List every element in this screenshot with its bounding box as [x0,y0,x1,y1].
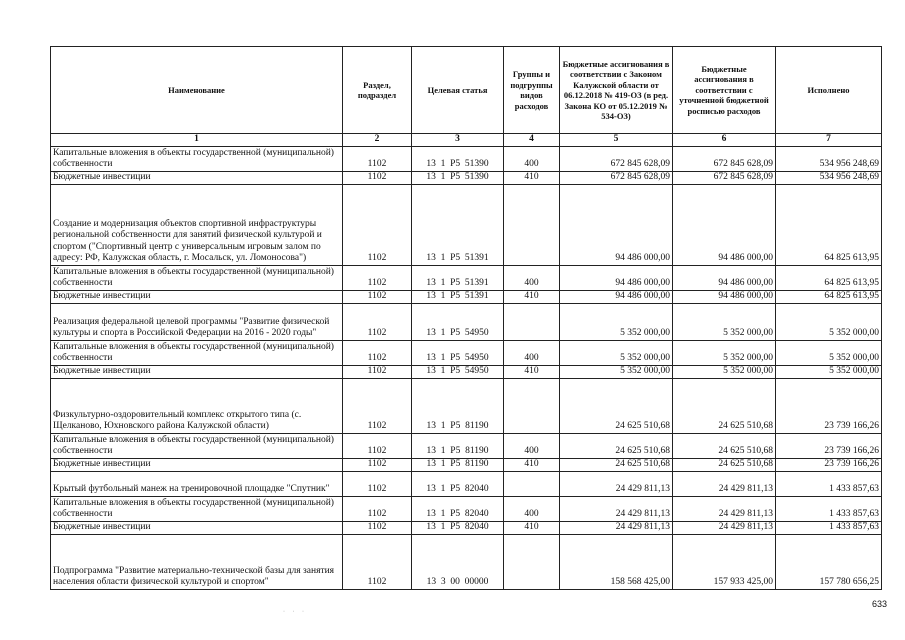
column-number: 4 [504,134,560,147]
row-plan-allocation: 5 352 000,00 [673,365,776,378]
table-row [51,521,882,534]
row-executed: 64 825 613,95 [776,265,882,290]
row-article: 13 1 P5 51391 [412,184,504,265]
row-article: 13 1 P5 54950 [412,365,504,378]
row-section: 1102 [343,303,412,340]
table-row [51,496,882,521]
row-law-allocation: 5 352 000,00 [560,340,673,365]
table-row [51,458,882,471]
header-name: Наименование [51,47,343,134]
row-section: 1102 [343,290,412,303]
row-article: 13 1 P5 82040 [412,496,504,521]
row-executed: 1 433 857,63 [776,521,882,534]
row-article: 13 1 P5 82040 [412,521,504,534]
row-name: Капитальные вложения в объекты государственной (муниципальной) собственности [51,146,343,171]
row-article: 13 1 P5 54950 [412,303,504,340]
table-row [51,378,882,433]
table-row [51,184,882,265]
row-law-allocation: 24 625 510,68 [560,433,673,458]
row-executed: 1 433 857,63 [776,471,882,496]
row-section: 1102 [343,471,412,496]
row-executed: 64 825 613,95 [776,290,882,303]
row-group: 410 [504,458,560,471]
row-group: 400 [504,265,560,290]
row-executed: 5 352 000,00 [776,365,882,378]
header-section: Раздел, подраздел [343,47,412,134]
row-executed: 64 825 613,95 [776,184,882,265]
row-group [504,303,560,340]
column-number: 6 [673,134,776,147]
row-executed: 5 352 000,00 [776,340,882,365]
row-executed: 23 739 166,26 [776,458,882,471]
row-plan-allocation: 24 429 811,13 [673,496,776,521]
row-law-allocation: 24 625 510,68 [560,458,673,471]
row-plan-allocation: 5 352 000,00 [673,303,776,340]
page-number: 633 [872,599,888,609]
row-executed: 5 352 000,00 [776,303,882,340]
row-section: 1102 [343,340,412,365]
row-plan-allocation: 24 625 510,68 [673,433,776,458]
table-row [51,146,882,171]
table-row [51,265,882,290]
row-name: Капитальные вложения в объекты государственной (муниципальной) собственности [51,496,343,521]
row-law-allocation: 24 429 811,13 [560,496,673,521]
row-law-allocation: 94 486 000,00 [560,265,673,290]
row-article: 13 1 P5 81190 [412,458,504,471]
row-plan-allocation: 24 429 811,13 [673,521,776,534]
row-law-allocation: 672 845 628,09 [560,146,673,171]
row-plan-allocation: 94 486 000,00 [673,265,776,290]
row-name: Бюджетные инвестиции [51,521,343,534]
row-law-allocation: 5 352 000,00 [560,365,673,378]
row-name: Подпрограмма "Развитие материально-технической базы для занятия населения области физической культурой и спортом" [51,534,343,589]
row-name: Капитальные вложения в объекты государственной (муниципальной) собственности [51,433,343,458]
row-group: 400 [504,146,560,171]
row-section: 1102 [343,184,412,265]
row-law-allocation: 24 625 510,68 [560,378,673,433]
row-plan-allocation: 94 486 000,00 [673,290,776,303]
column-number: 1 [51,134,343,147]
row-law-allocation: 94 486 000,00 [560,184,673,265]
row-section: 1102 [343,265,412,290]
row-article: 13 1 P5 51390 [412,171,504,184]
table-body [51,146,882,589]
row-law-allocation: 94 486 000,00 [560,290,673,303]
row-name: Капитальные вложения в объекты государственной (муниципальной) собственности [51,340,343,365]
row-plan-allocation: 94 486 000,00 [673,184,776,265]
header-row [51,47,882,134]
row-article: 13 1 P5 82040 [412,471,504,496]
row-plan-allocation: 5 352 000,00 [673,340,776,365]
row-law-allocation: 24 429 811,13 [560,521,673,534]
row-group [504,184,560,265]
header-law-allocation: Бюджетные ассигнования в соответствии с Законом Калужской области от 06.12.2018 № 419-ОЗ (в ред. Закона КО от 05.12.2019 № 534-ОЗ) [560,47,673,134]
table-row [51,433,882,458]
row-article: 13 1 P5 51391 [412,290,504,303]
row-executed: 534 956 248,69 [776,171,882,184]
column-number: 5 [560,134,673,147]
row-name: Бюджетные инвестиции [51,171,343,184]
row-section: 1102 [343,365,412,378]
row-name: Создание и модернизация объектов спортивной инфраструктуры региональной собственности для занятий физической культурой и спортом ("Спортивный центр с универсальным игровым залом по адресу: РФ, Калужская область, г. Мосальск, ул. Ломоносова") [51,184,343,265]
row-article: 13 1 P5 51390 [412,146,504,171]
row-executed: 157 780 656,25 [776,534,882,589]
column-number: 7 [776,134,882,147]
row-group: 400 [504,496,560,521]
table-row [51,340,882,365]
header-executed: Исполнено [776,47,882,134]
row-name: Реализация федеральной целевой программы "Развитие физической культуры и спорта в Российской Федерации на 2016 - 2020 годы" [51,303,343,340]
row-article: 13 3 00 00000 [412,534,504,589]
row-plan-allocation: 24 625 510,68 [673,378,776,433]
row-executed: 23 739 166,26 [776,433,882,458]
row-plan-allocation: 672 845 628,09 [673,146,776,171]
row-name: Бюджетные инвестиции [51,458,343,471]
table-row [51,471,882,496]
row-group: 410 [504,171,560,184]
table-row [51,290,882,303]
scan-specks: · · · [283,609,307,615]
row-group [504,534,560,589]
row-name: Крытый футбольный манеж на тренировочной площадке "Спутник" [51,471,343,496]
row-section: 1102 [343,534,412,589]
row-plan-allocation: 157 933 425,00 [673,534,776,589]
row-group [504,378,560,433]
row-group: 410 [504,521,560,534]
row-executed: 534 956 248,69 [776,146,882,171]
row-article: 13 1 P5 51391 [412,265,504,290]
table-row [51,534,882,589]
row-name: Физкультурно-оздоровительный комплекс открытого типа (с. Щелканово, Юхновского района Калужской области) [51,378,343,433]
row-group [504,471,560,496]
row-section: 1102 [343,146,412,171]
row-law-allocation: 5 352 000,00 [560,303,673,340]
row-group: 400 [504,433,560,458]
row-plan-allocation: 24 429 811,13 [673,471,776,496]
row-name: Капитальные вложения в объекты государственной (муниципальной) собственности [51,265,343,290]
row-law-allocation: 158 568 425,00 [560,534,673,589]
row-law-allocation: 24 429 811,13 [560,471,673,496]
column-number: 3 [412,134,504,147]
row-section: 1102 [343,433,412,458]
row-name: Бюджетные инвестиции [51,290,343,303]
row-executed: 1 433 857,63 [776,496,882,521]
row-plan-allocation: 672 845 628,09 [673,171,776,184]
row-plan-allocation: 24 625 510,68 [673,458,776,471]
row-article: 13 1 P5 54950 [412,340,504,365]
row-group: 400 [504,340,560,365]
column-number-row [51,134,882,147]
row-article: 13 1 P5 81190 [412,378,504,433]
budget-table [50,46,882,590]
row-group: 410 [504,365,560,378]
row-article: 13 1 P5 81190 [412,433,504,458]
column-number: 2 [343,134,412,147]
header-plan-allocation: Бюджетные ассигнования в соответствии с уточненной бюджетной росписью расходов [673,47,776,134]
row-executed: 23 739 166,26 [776,378,882,433]
header-article: Целевая статья [412,47,504,134]
header-group: Группы и подгруппы видов расходов [504,47,560,134]
row-name: Бюджетные инвестиции [51,365,343,378]
table-row [51,303,882,340]
row-section: 1102 [343,171,412,184]
table-row [51,171,882,184]
row-section: 1102 [343,378,412,433]
row-section: 1102 [343,521,412,534]
row-section: 1102 [343,458,412,471]
table-row [51,365,882,378]
row-section: 1102 [343,496,412,521]
row-law-allocation: 672 845 628,09 [560,171,673,184]
row-group: 410 [504,290,560,303]
